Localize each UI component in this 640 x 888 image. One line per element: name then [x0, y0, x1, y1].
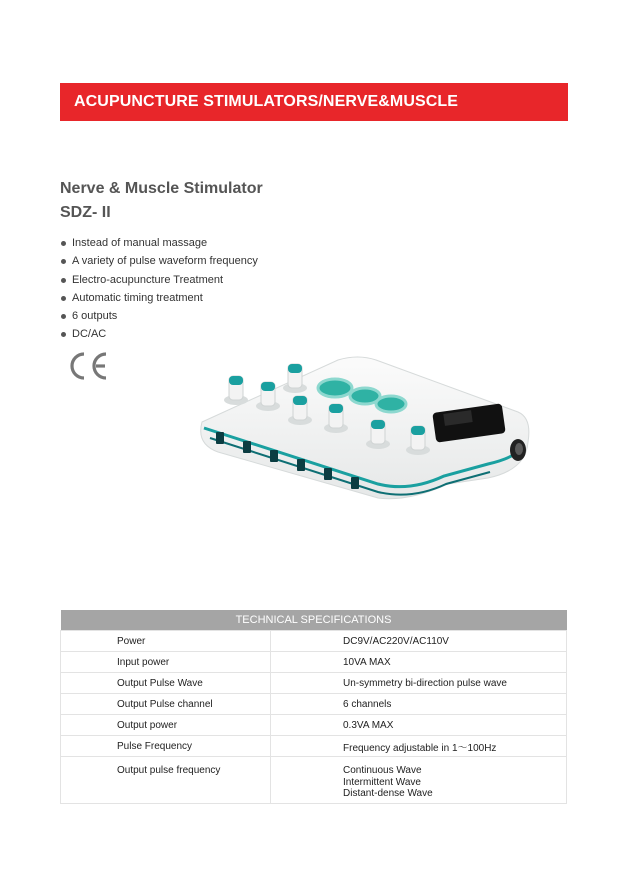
product-model: SDZ- II [60, 204, 111, 221]
table-row [61, 673, 567, 694]
feature-item: 6 outputs [60, 307, 258, 325]
spec-value-line: Continuous Wave [343, 765, 422, 776]
section-banner: ACUPUNCTURE STIMULATORS/NERVE&MUSCLE STIMULATORS [60, 83, 568, 121]
table-row [61, 652, 567, 673]
table-row [61, 757, 567, 804]
spec-label: Output power [61, 715, 271, 736]
spec-value [271, 757, 567, 804]
spec-value-line: Distant-dense Wave [343, 788, 433, 799]
feature-item: Electro-acupuncture Treatment [60, 271, 258, 289]
spec-value: DC9V/AC220V/AC110V [271, 631, 567, 652]
spec-value: 0.3VA MAX [271, 715, 567, 736]
spec-label: Input power [61, 652, 271, 673]
spec-label: Output pulse frequency [61, 757, 271, 804]
feature-item: Automatic timing treatment [60, 289, 258, 307]
ce-mark-icon [66, 348, 110, 384]
product-title: Nerve & Muscle Stimulator [60, 180, 263, 197]
spec-value: 6 channels [271, 694, 567, 715]
spec-label: Power [61, 631, 271, 652]
feature-item: DC/AC [60, 325, 258, 343]
table-row [61, 715, 567, 736]
feature-item: Instead of manual massage [60, 234, 258, 252]
spec-value: Frequency adjustable in 1～100Hz [271, 736, 567, 757]
spec-value-line: Intermittent Wave [343, 776, 421, 788]
table-row [61, 736, 567, 757]
spec-value: 10VA MAX [271, 652, 567, 673]
spec-label: Output Pulse Wave [61, 673, 271, 694]
spec-label: Pulse Frequency [61, 736, 271, 757]
spec-label: Output Pulse channel [61, 694, 271, 715]
table-row [61, 694, 567, 715]
table-row [61, 631, 567, 652]
device-image [188, 352, 538, 502]
spec-value: Un-symmetry bi-direction pulse wave [271, 673, 567, 694]
spec-table [60, 610, 567, 804]
spec-table-header: TECHNICAL SPECIFICATIONS [61, 610, 567, 631]
feature-item: A variety of pulse waveform frequency [60, 252, 258, 270]
feature-list [60, 234, 258, 344]
